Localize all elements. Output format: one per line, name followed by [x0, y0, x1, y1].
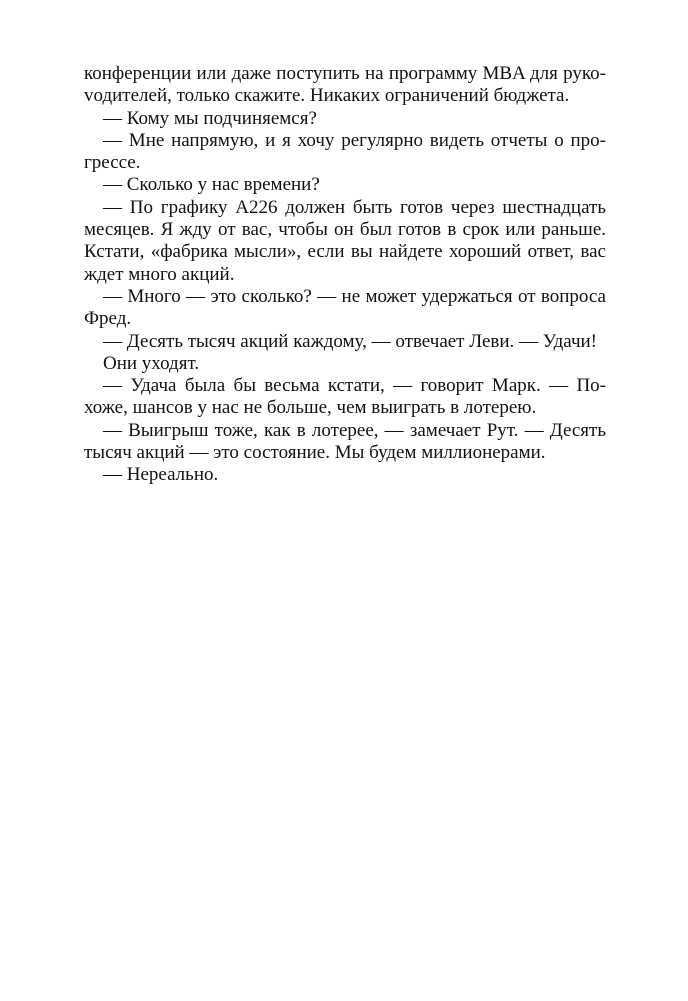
paragraph: — Кому мы подчиняемся?: [103, 107, 317, 129]
paragraph: Они уходят.: [103, 352, 200, 374]
paragraph: конференции или даже поступить на программу MBA для рукоvодителей, только скажите. Никаких ограничений бюджета.: [84, 63, 606, 107]
paragraph: — Мне напрямую, и я хочу регулярно видеть отчеты о прогрессе.: [84, 129, 606, 174]
paragraph: — Удача была бы весьма кстати, — говорит Марк. — Похоже, шансов у нас не больше, чем выиграть в лотерею.: [84, 375, 606, 419]
paragraph: — Нереально.: [103, 464, 219, 486]
paragraph: — Много — это сколько? — не может удержаться от вопроса Фред.: [84, 285, 606, 330]
paragraph: — По графику А226 должен быть готов через шестнадцать месяцев. Я жду от вас, чтобы он был готов в срок или раньше. Кстати, «фабрика мысли», если вы найдете хороший ответ, вас ждет много акций.: [84, 196, 606, 285]
paragraph: — Сколько у нас времени?: [103, 174, 320, 196]
paragraph: — Выигрыш тоже, как в лотерее, — замечает Рут. — Десять тысяч акций — это состояние. Мы будем миллионерами.: [84, 419, 606, 464]
page-text-block: [84, 63, 606, 487]
paragraph: — Десять тысяч акций каждому, — отвечает Леви. — Удачи!: [103, 330, 597, 352]
